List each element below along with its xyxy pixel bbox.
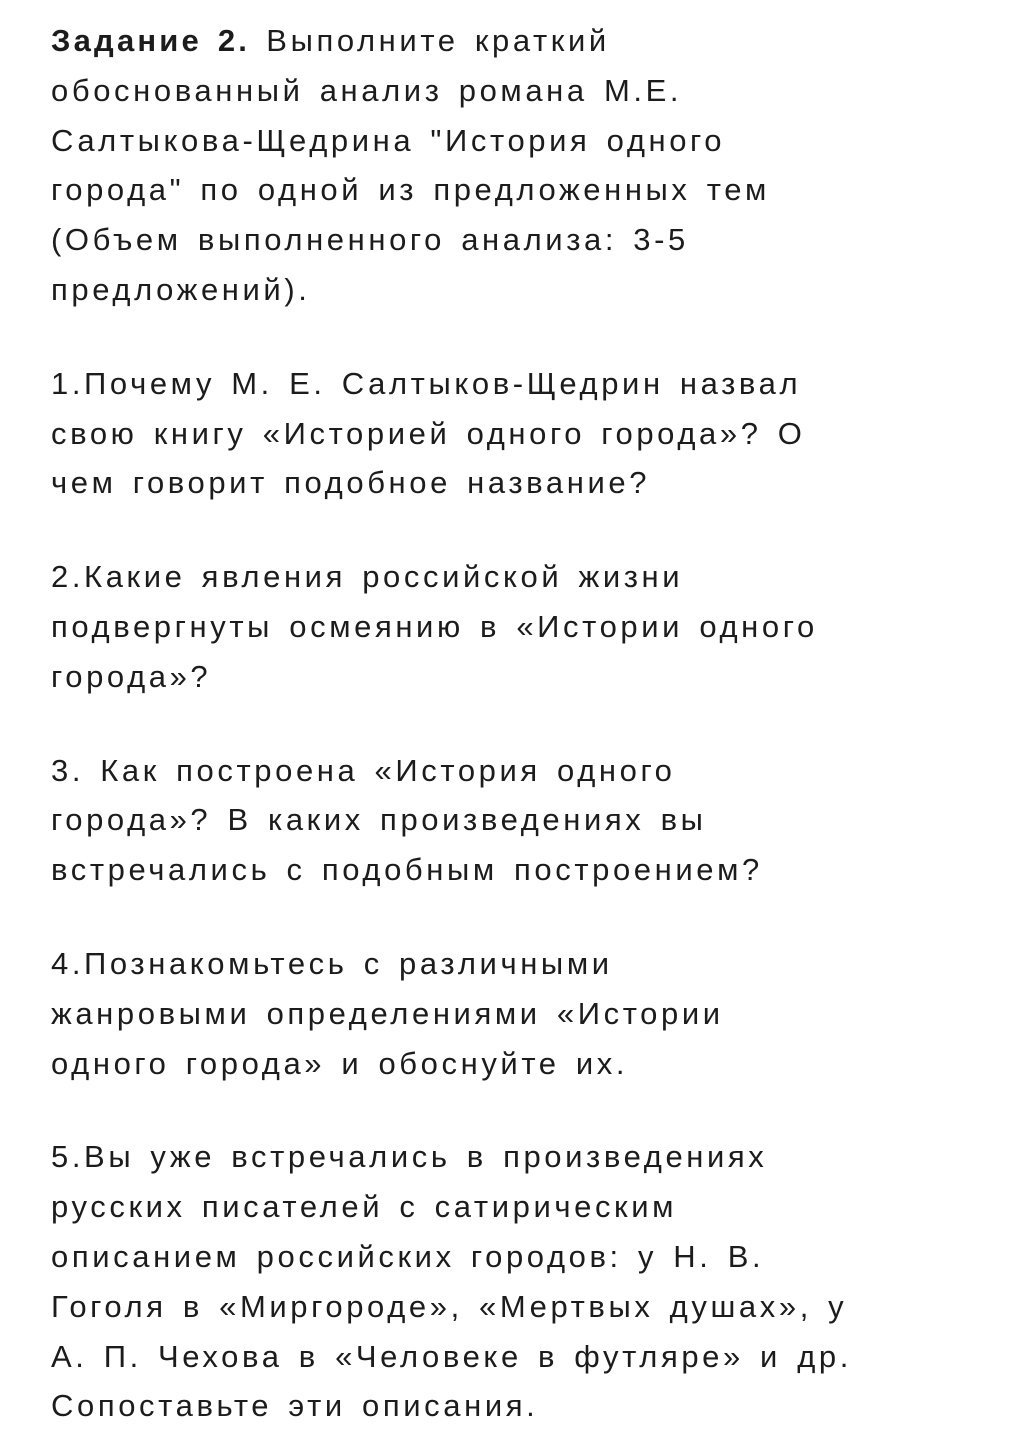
question-line: подвергнуты осмеянию в «Истории одного [51, 608, 818, 644]
question-line: русских писателей с сатирическим [51, 1189, 678, 1225]
question-line: 5.Вы уже встречались в произведениях [51, 1139, 768, 1175]
question-5 [51, 1132, 991, 1431]
question-4 [51, 939, 991, 1088]
question-1 [51, 359, 991, 508]
document-content [51, 16, 991, 1431]
question-line: Гоголя в «Миргороде», «Мертвых душах», у [51, 1288, 848, 1324]
task-intro-line: предложений). [51, 271, 311, 307]
question-line: города»? В каких произведениях вы [51, 802, 707, 838]
question-line: 4.Познакомьтесь с различными [51, 945, 613, 981]
question-line: жанровыми определениями «Истории [51, 995, 724, 1031]
question-line: А. П. Чехова в «Человеке в футляре» и др. [51, 1338, 852, 1374]
task-intro-line [51, 16, 991, 66]
question-line: Сопоставьте эти описания. [51, 1388, 539, 1424]
task-label: Задание 2. [51, 23, 251, 58]
question-line: 3. Как построена «История одного [51, 752, 676, 788]
question-line: города»? [51, 658, 212, 694]
question-line: описанием российских городов: у Н. В. [51, 1238, 765, 1274]
task-intro [51, 16, 991, 315]
question-line: свою книгу «Историей одного города»? О [51, 415, 806, 451]
task-intro-line: (Объем выполненного анализа: 3-5 [51, 222, 689, 258]
task-intro-line: обоснованный анализ романа М.Е. [51, 72, 683, 108]
question-line: 2.Какие явления российской жизни [51, 559, 684, 595]
question-2 [51, 552, 991, 701]
question-line: одного города» и обоснуйте их. [51, 1045, 629, 1081]
question-3 [51, 746, 991, 895]
question-line: чем говорит подобное название? [51, 465, 651, 501]
question-line: 1.Почему М. Е. Салтыков-Щедрин назвал [51, 365, 802, 401]
task-intro-line: Салтыкова-Щедрина "История одного [51, 122, 726, 158]
task-intro-text: Выполните краткий [250, 23, 610, 58]
task-intro-line: города" по одной из предложенных тем [51, 172, 770, 208]
question-line: встречались с подобным построением? [51, 852, 763, 888]
